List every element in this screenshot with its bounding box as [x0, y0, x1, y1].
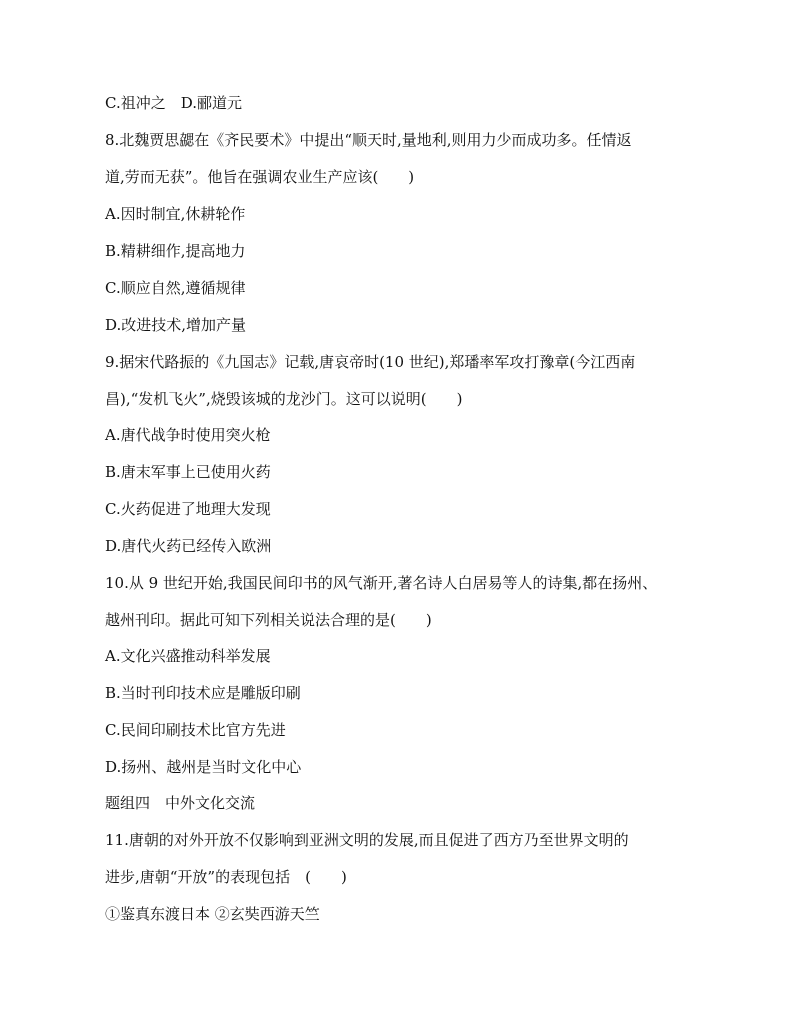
question-9-stem-1: 9.据宋代路振的《九国志》记载,唐哀帝时(10 世纪),郑璠率军攻打豫章(今江西南 — [105, 353, 636, 371]
option-q10-d: D.扬州、越州是当时文化中心 — [105, 758, 302, 776]
option-q10-c: C.民间印刷技术比官方先进 — [105, 721, 286, 739]
question-11-items: ①鉴真东渡日本 ②玄奘西游天竺 — [105, 905, 320, 923]
question-11-stem-2: 进步,唐朝“开放”的表现包括 ( ) — [105, 868, 347, 886]
option-q9-d: D.唐代火药已经传入欧洲 — [105, 537, 272, 555]
option-q8-b: B.精耕细作,提高地力 — [105, 242, 246, 260]
option-q8-d: D.改进技术,增加产量 — [105, 316, 247, 334]
question-8-stem-2: 道,劳而无获”。他旨在强调农业生产应该( ) — [105, 168, 415, 186]
section-heading: 题组四 中外文化交流 — [105, 794, 256, 812]
option-q9-a: A.唐代战争时使用突火枪 — [105, 426, 271, 444]
option-q8-c: C.顺应自然,遵循规律 — [105, 279, 246, 297]
option-q8-a: A.因时制宜,休耕轮作 — [105, 205, 246, 223]
option-q10-b: B.当时刊印技术应是雕版印刷 — [105, 684, 301, 702]
question-8-stem-1: 8.北魏贾思勰在《齐民要术》中提出“顺天时,量地利,则用力少而成功多。任情返 — [105, 131, 632, 149]
option-q7-c-d: C.祖冲之 D.郦道元 — [105, 94, 242, 112]
option-q9-c: C.火药促进了地理大发现 — [105, 500, 271, 518]
question-9-stem-2: 昌),“发机飞火”,烧毁该城的龙沙门。这可以说明( ) — [105, 390, 463, 408]
question-10-stem-1: 10.从 9 世纪开始,我国民间印书的风气渐开,著名诗人白居易等人的诗集,都在扬州、 — [105, 574, 658, 592]
question-10-stem-2: 越州刊印。据此可知下列相关说法合理的是( ) — [105, 611, 432, 629]
question-11-stem-1: 11.唐朝的对外开放不仅影响到亚洲文明的发展,而且促进了西方乃至世界文明的 — [105, 831, 629, 849]
option-q10-a: A.文化兴盛推动科举发展 — [105, 647, 271, 665]
option-q9-b: B.唐末军事上已使用火药 — [105, 463, 271, 481]
